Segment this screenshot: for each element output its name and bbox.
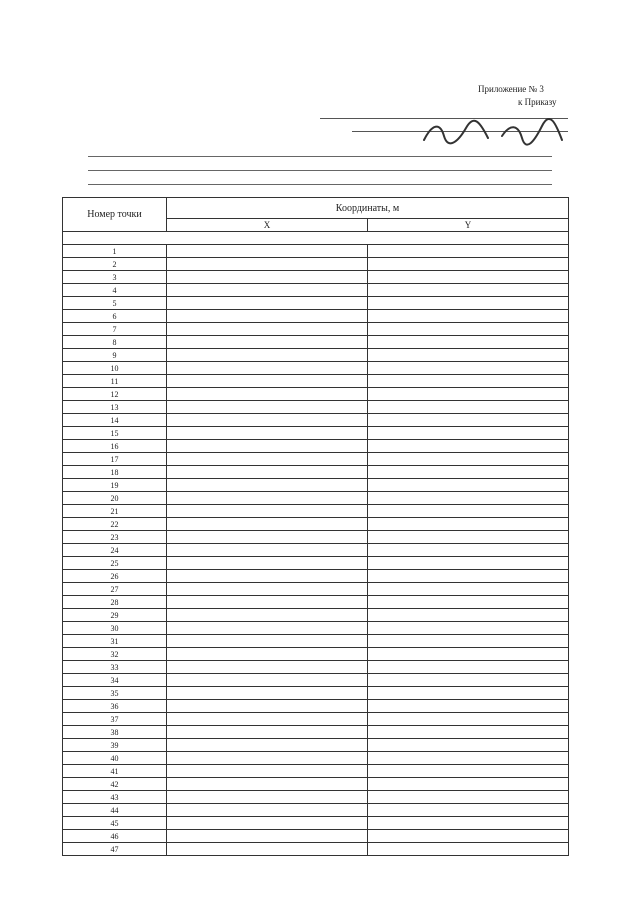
x-coordinate-cell: [167, 674, 368, 687]
x-coordinate-cell: [167, 830, 368, 843]
table-row: [63, 388, 569, 401]
y-coordinate-cell: [368, 570, 569, 583]
y-coordinate-cell: [368, 778, 569, 791]
x-coordinate-cell: [167, 297, 368, 310]
y-coordinate-cell: [368, 336, 569, 349]
y-coordinate-cell: [368, 609, 569, 622]
x-coordinate-cell: [167, 596, 368, 609]
table-row: [63, 713, 569, 726]
y-coordinate-cell: [368, 284, 569, 297]
table-row: [63, 661, 569, 674]
x-coordinate-cell: [167, 752, 368, 765]
point-number-cell: 39: [63, 739, 167, 752]
table-row: [63, 297, 569, 310]
y-coordinate-cell: [368, 791, 569, 804]
point-number-cell: 7: [63, 323, 167, 336]
title-line-1: [88, 156, 552, 157]
table-row: [63, 505, 569, 518]
y-coordinate-cell: [368, 349, 569, 362]
y-coordinate-cell: [368, 271, 569, 284]
x-coordinate-cell: [167, 713, 368, 726]
point-number-cell: 35: [63, 687, 167, 700]
point-number-cell: 11: [63, 375, 167, 388]
y-coordinate-cell: [368, 245, 569, 258]
point-number-cell: 18: [63, 466, 167, 479]
table-row: [63, 453, 569, 466]
header-point-number: Номер точки: [63, 198, 167, 232]
table-row: [63, 726, 569, 739]
x-coordinate-cell: [167, 336, 368, 349]
x-coordinate-cell: [167, 687, 368, 700]
y-coordinate-cell: [368, 505, 569, 518]
point-number-cell: 31: [63, 635, 167, 648]
point-number-cell: 46: [63, 830, 167, 843]
point-number-cell: 30: [63, 622, 167, 635]
table-row: [63, 648, 569, 661]
y-coordinate-cell: [368, 466, 569, 479]
table-row: [63, 609, 569, 622]
y-coordinate-cell: [368, 362, 569, 375]
table-row: [63, 414, 569, 427]
point-number-cell: 2: [63, 258, 167, 271]
x-coordinate-cell: [167, 531, 368, 544]
table-row: [63, 245, 569, 258]
x-coordinate-cell: [167, 479, 368, 492]
point-number-cell: 5: [63, 297, 167, 310]
y-coordinate-cell: [368, 726, 569, 739]
y-coordinate-cell: [368, 830, 569, 843]
point-number-cell: 12: [63, 388, 167, 401]
x-coordinate-cell: [167, 349, 368, 362]
y-coordinate-cell: [368, 596, 569, 609]
header-coordinates: Координаты, м: [167, 198, 569, 219]
point-number-cell: 33: [63, 661, 167, 674]
point-number-cell: 25: [63, 557, 167, 570]
point-number-cell: 38: [63, 726, 167, 739]
x-coordinate-cell: [167, 635, 368, 648]
table-row: [63, 401, 569, 414]
y-coordinate-cell: [368, 687, 569, 700]
coordinate-system-label: [63, 232, 569, 245]
x-coordinate-cell: [167, 310, 368, 323]
point-number-cell: 21: [63, 505, 167, 518]
table-row: [63, 843, 569, 856]
y-coordinate-cell: [368, 843, 569, 856]
table-row: [63, 323, 569, 336]
x-coordinate-cell: [167, 414, 368, 427]
table-row: [63, 817, 569, 830]
table-row: [63, 258, 569, 271]
table-row: [63, 466, 569, 479]
x-coordinate-cell: [167, 570, 368, 583]
y-coordinate-cell: [368, 479, 569, 492]
point-number-cell: 22: [63, 518, 167, 531]
point-number-cell: 40: [63, 752, 167, 765]
table-row: [63, 518, 569, 531]
x-coordinate-cell: [167, 726, 368, 739]
point-number-cell: 8: [63, 336, 167, 349]
y-coordinate-cell: [368, 401, 569, 414]
y-coordinate-cell: [368, 310, 569, 323]
x-coordinate-cell: [167, 375, 368, 388]
table-row: [63, 310, 569, 323]
x-coordinate-cell: [167, 362, 368, 375]
point-number-cell: 23: [63, 531, 167, 544]
table-row: [63, 778, 569, 791]
point-number-cell: 16: [63, 440, 167, 453]
point-number-cell: 24: [63, 544, 167, 557]
table-row: [63, 739, 569, 752]
table-row: [63, 349, 569, 362]
table-row: [63, 622, 569, 635]
table-body: [63, 245, 569, 856]
point-number-cell: 45: [63, 817, 167, 830]
x-coordinate-cell: [167, 648, 368, 661]
y-coordinate-cell: [368, 440, 569, 453]
table-row: [63, 557, 569, 570]
table-row: [63, 531, 569, 544]
document-title: [0, 150, 640, 195]
point-number-cell: 28: [63, 596, 167, 609]
y-coordinate-cell: [368, 531, 569, 544]
x-coordinate-cell: [167, 661, 368, 674]
x-coordinate-cell: [167, 401, 368, 414]
title-line-3: [88, 184, 552, 185]
y-coordinate-cell: [368, 622, 569, 635]
y-coordinate-cell: [368, 323, 569, 336]
x-coordinate-cell: [167, 739, 368, 752]
point-number-cell: 1: [63, 245, 167, 258]
x-coordinate-cell: [167, 700, 368, 713]
x-coordinate-cell: [167, 492, 368, 505]
y-coordinate-cell: [368, 414, 569, 427]
y-coordinate-cell: [368, 388, 569, 401]
y-coordinate-cell: [368, 635, 569, 648]
annex-order-ref: к Приказу: [518, 97, 557, 107]
x-coordinate-cell: [167, 258, 368, 271]
point-number-cell: 14: [63, 414, 167, 427]
table-row: [63, 492, 569, 505]
point-number-cell: 17: [63, 453, 167, 466]
y-coordinate-cell: [368, 752, 569, 765]
point-number-cell: 4: [63, 284, 167, 297]
handwritten-date-signature: [418, 118, 568, 148]
table-row: [63, 687, 569, 700]
title-line-2: [88, 170, 552, 171]
x-coordinate-cell: [167, 323, 368, 336]
point-number-cell: 44: [63, 804, 167, 817]
table-row: [63, 635, 569, 648]
table-row: [63, 674, 569, 687]
table-row: [63, 570, 569, 583]
point-number-cell: 6: [63, 310, 167, 323]
point-number-cell: 42: [63, 778, 167, 791]
y-coordinate-cell: [368, 817, 569, 830]
table-row: [63, 830, 569, 843]
y-coordinate-cell: [368, 375, 569, 388]
point-number-cell: 20: [63, 492, 167, 505]
y-coordinate-cell: [368, 492, 569, 505]
x-coordinate-cell: [167, 245, 368, 258]
x-coordinate-cell: [167, 622, 368, 635]
point-number-cell: 43: [63, 791, 167, 804]
x-coordinate-cell: [167, 284, 368, 297]
table-row: [63, 336, 569, 349]
y-coordinate-cell: [368, 518, 569, 531]
point-number-cell: 37: [63, 713, 167, 726]
point-number-cell: 19: [63, 479, 167, 492]
annex-number: Приложение № 3: [478, 84, 544, 94]
x-coordinate-cell: [167, 466, 368, 479]
table-row: [63, 284, 569, 297]
x-coordinate-cell: [167, 388, 368, 401]
point-number-cell: 27: [63, 583, 167, 596]
y-coordinate-cell: [368, 674, 569, 687]
table-row: [63, 362, 569, 375]
point-number-cell: 9: [63, 349, 167, 362]
y-coordinate-cell: [368, 583, 569, 596]
y-coordinate-cell: [368, 713, 569, 726]
y-coordinate-cell: [368, 648, 569, 661]
table-row: [63, 427, 569, 440]
x-coordinate-cell: [167, 843, 368, 856]
y-coordinate-cell: [368, 765, 569, 778]
x-coordinate-cell: [167, 804, 368, 817]
table-row: [63, 271, 569, 284]
y-coordinate-cell: [368, 700, 569, 713]
y-coordinate-cell: [368, 739, 569, 752]
x-coordinate-cell: [167, 791, 368, 804]
y-coordinate-cell: [368, 804, 569, 817]
x-coordinate-cell: [167, 427, 368, 440]
point-number-cell: 36: [63, 700, 167, 713]
table-row: [63, 375, 569, 388]
point-number-cell: 26: [63, 570, 167, 583]
x-coordinate-cell: [167, 583, 368, 596]
y-coordinate-cell: [368, 544, 569, 557]
header-x: X: [167, 219, 368, 232]
coordinates-table: [62, 197, 569, 856]
x-coordinate-cell: [167, 544, 368, 557]
table-row: [63, 700, 569, 713]
table-row: [63, 765, 569, 778]
y-coordinate-cell: [368, 557, 569, 570]
x-coordinate-cell: [167, 557, 368, 570]
table-row: [63, 479, 569, 492]
point-number-cell: 15: [63, 427, 167, 440]
table-row: [63, 544, 569, 557]
table-row: [63, 752, 569, 765]
y-coordinate-cell: [368, 661, 569, 674]
point-number-cell: 34: [63, 674, 167, 687]
x-coordinate-cell: [167, 505, 368, 518]
x-coordinate-cell: [167, 765, 368, 778]
point-number-cell: 41: [63, 765, 167, 778]
x-coordinate-cell: [167, 609, 368, 622]
x-coordinate-cell: [167, 518, 368, 531]
y-coordinate-cell: [368, 258, 569, 271]
point-number-cell: 3: [63, 271, 167, 284]
table-row: [63, 583, 569, 596]
y-coordinate-cell: [368, 427, 569, 440]
x-coordinate-cell: [167, 453, 368, 466]
point-number-cell: 47: [63, 843, 167, 856]
x-coordinate-cell: [167, 271, 368, 284]
table-row: [63, 804, 569, 817]
y-coordinate-cell: [368, 453, 569, 466]
header-y: Y: [368, 219, 569, 232]
y-coordinate-cell: [368, 297, 569, 310]
x-coordinate-cell: [167, 440, 368, 453]
table-row: [63, 791, 569, 804]
table-row: [63, 440, 569, 453]
x-coordinate-cell: [167, 778, 368, 791]
x-coordinate-cell: [167, 817, 368, 830]
table-row: [63, 596, 569, 609]
point-number-cell: 10: [63, 362, 167, 375]
point-number-cell: 32: [63, 648, 167, 661]
point-number-cell: 29: [63, 609, 167, 622]
point-number-cell: 13: [63, 401, 167, 414]
